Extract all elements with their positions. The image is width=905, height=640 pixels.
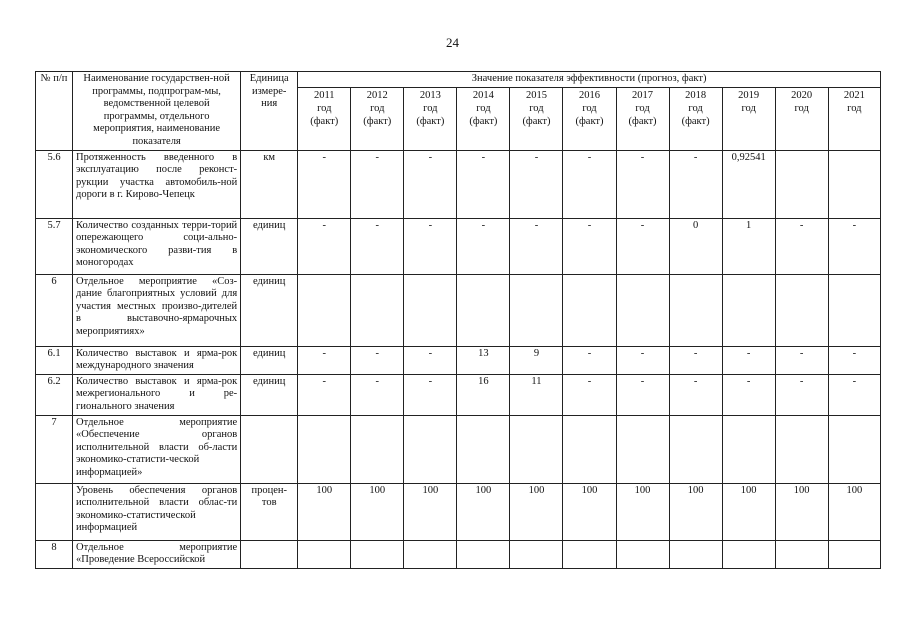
value-cell-2015 bbox=[510, 540, 563, 568]
value-cell-2013: - bbox=[404, 374, 457, 415]
value-cell-2014: 16 bbox=[457, 374, 510, 415]
row-unit: единиц bbox=[241, 274, 298, 346]
year-note: (факт) bbox=[575, 115, 604, 127]
header-unit: Единица измере-ния bbox=[241, 72, 298, 151]
value-cell-2019: - bbox=[722, 346, 775, 374]
value-cell-2015 bbox=[510, 274, 563, 346]
table-body bbox=[36, 150, 881, 568]
value-cell-2017 bbox=[616, 415, 669, 483]
header-year-2014 bbox=[457, 87, 510, 150]
value-cell-2019: 100 bbox=[722, 483, 775, 540]
value-cell-2014 bbox=[457, 415, 510, 483]
row-num bbox=[36, 483, 73, 540]
value-cell-2014: - bbox=[457, 150, 510, 218]
value-cell-2013 bbox=[404, 540, 457, 568]
value-cell-2014 bbox=[457, 540, 510, 568]
year-number: 2021 bbox=[843, 89, 865, 101]
header-year-2013 bbox=[404, 87, 457, 150]
value-cell-2014: 100 bbox=[457, 483, 510, 540]
value-cell-2012 bbox=[351, 540, 404, 568]
table-row bbox=[36, 274, 881, 346]
value-cell-2016 bbox=[563, 540, 616, 568]
row-unit: процен-тов bbox=[241, 483, 298, 540]
row-unit: км bbox=[241, 150, 298, 218]
value-cell-2018: - bbox=[669, 374, 722, 415]
header-row-top bbox=[36, 72, 881, 88]
row-name: Отдельное мероприятие «Обеспечение органов исполнительной власти об-ласти экономико-статисти-ческой информацией» bbox=[73, 415, 241, 483]
year-number: 2015 bbox=[525, 89, 547, 101]
value-cell-2012 bbox=[351, 274, 404, 346]
row-unit: единиц bbox=[241, 218, 298, 274]
value-cell-2021 bbox=[828, 274, 880, 346]
value-cell-2011 bbox=[298, 540, 351, 568]
header-year-2016 bbox=[563, 87, 616, 150]
value-cell-2020: - bbox=[775, 374, 828, 415]
value-cell-2011: - bbox=[298, 374, 351, 415]
value-cell-2012: - bbox=[351, 374, 404, 415]
value-cell-2017: - bbox=[616, 218, 669, 274]
header-year-2021 bbox=[828, 87, 880, 150]
row-num: 6 bbox=[36, 274, 73, 346]
value-cell-2011: - bbox=[298, 150, 351, 218]
value-cell-2015: 9 bbox=[510, 346, 563, 374]
year-number: 2020 bbox=[791, 89, 813, 101]
value-cell-2013 bbox=[404, 415, 457, 483]
table-row bbox=[36, 415, 881, 483]
row-num: 7 bbox=[36, 415, 73, 483]
value-cell-2015: - bbox=[510, 150, 563, 218]
value-cell-2020 bbox=[775, 540, 828, 568]
value-cell-2019: 0,92541 bbox=[722, 150, 775, 218]
value-cell-2017: 100 bbox=[616, 483, 669, 540]
row-name: Отдельное мероприятие «Соз-дание благоприятных условий для участия местных произво-дителей в выставочно-ярмарочных мероприятиях» bbox=[73, 274, 241, 346]
value-cell-2018: 0 bbox=[669, 218, 722, 274]
value-cell-2015: 11 bbox=[510, 374, 563, 415]
year-note: (факт) bbox=[681, 115, 710, 127]
row-num: 8 bbox=[36, 540, 73, 568]
year-number: 2017 bbox=[632, 89, 654, 101]
value-cell-2011: - bbox=[298, 346, 351, 374]
value-cell-2016 bbox=[563, 415, 616, 483]
value-cell-2013: - bbox=[404, 218, 457, 274]
value-cell-2016 bbox=[563, 274, 616, 346]
row-num: 6.2 bbox=[36, 374, 73, 415]
year-label: год bbox=[741, 102, 756, 114]
value-cell-2021 bbox=[828, 415, 880, 483]
value-cell-2013 bbox=[404, 274, 457, 346]
value-cell-2021: - bbox=[828, 218, 880, 274]
value-cell-2021: 100 bbox=[828, 483, 880, 540]
header-year-2018 bbox=[669, 87, 722, 150]
value-cell-2017: - bbox=[616, 150, 669, 218]
row-name: Количество выставок и ярма-рок межрегионального и ре-гионального значения bbox=[73, 374, 241, 415]
row-unit bbox=[241, 540, 298, 568]
table-row bbox=[36, 540, 881, 568]
value-cell-2020 bbox=[775, 415, 828, 483]
year-note: (факт) bbox=[522, 115, 551, 127]
value-cell-2019 bbox=[722, 415, 775, 483]
year-label: год bbox=[317, 102, 332, 114]
year-label: год bbox=[847, 102, 862, 114]
header-year-2012 bbox=[351, 87, 404, 150]
value-cell-2021 bbox=[828, 540, 880, 568]
value-cell-2016: - bbox=[563, 374, 616, 415]
value-cell-2011 bbox=[298, 415, 351, 483]
table-row bbox=[36, 346, 881, 374]
value-cell-2018 bbox=[669, 415, 722, 483]
year-number: 2019 bbox=[738, 89, 760, 101]
value-cell-2019: - bbox=[722, 374, 775, 415]
year-note: (факт) bbox=[469, 115, 498, 127]
value-cell-2013: - bbox=[404, 346, 457, 374]
value-cell-2021: - bbox=[828, 374, 880, 415]
value-cell-2011: 100 bbox=[298, 483, 351, 540]
value-cell-2013: 100 bbox=[404, 483, 457, 540]
row-name: Отдельное мероприятие «Проведение Всероссийской bbox=[73, 540, 241, 568]
year-number: 2014 bbox=[472, 89, 494, 101]
row-unit: единиц bbox=[241, 374, 298, 415]
value-cell-2018: - bbox=[669, 346, 722, 374]
value-cell-2020: 100 bbox=[775, 483, 828, 540]
value-cell-2017: - bbox=[616, 374, 669, 415]
year-label: год bbox=[476, 102, 491, 114]
value-cell-2019 bbox=[722, 540, 775, 568]
value-cell-2015: - bbox=[510, 218, 563, 274]
year-number: 2016 bbox=[578, 89, 600, 101]
value-cell-2018 bbox=[669, 540, 722, 568]
value-cell-2016: - bbox=[563, 218, 616, 274]
header-year-2015 bbox=[510, 87, 563, 150]
header-year-2020 bbox=[775, 87, 828, 150]
value-cell-2015 bbox=[510, 415, 563, 483]
value-cell-2012 bbox=[351, 415, 404, 483]
value-cell-2020 bbox=[775, 274, 828, 346]
value-cell-2021 bbox=[828, 150, 880, 218]
header-name: Наименование государствен-ной программы, подпрограм-мы, ведомственной целевой программы, отдельного мероприятия, наименование показателя bbox=[73, 72, 241, 151]
table-row bbox=[36, 150, 881, 218]
value-cell-2020 bbox=[775, 150, 828, 218]
year-label: год bbox=[582, 102, 597, 114]
value-cell-2016: 100 bbox=[563, 483, 616, 540]
row-num: 5.6 bbox=[36, 150, 73, 218]
year-label: год bbox=[688, 102, 703, 114]
value-cell-2021: - bbox=[828, 346, 880, 374]
year-label: год bbox=[370, 102, 385, 114]
row-name: Уровень обеспечения органов исполнительной власти облас-ти экономико-статистической информацией bbox=[73, 483, 241, 540]
value-cell-2018: 100 bbox=[669, 483, 722, 540]
value-cell-2019 bbox=[722, 274, 775, 346]
table-row bbox=[36, 218, 881, 274]
year-label: год bbox=[529, 102, 544, 114]
year-number: 2018 bbox=[685, 89, 707, 101]
value-cell-2016: - bbox=[563, 346, 616, 374]
row-name: Протяженность введенного в эксплуатацию после реконст-рукции участка автомобиль-ной дороги в г. Кирово-Чепецк bbox=[73, 150, 241, 218]
value-cell-2014 bbox=[457, 274, 510, 346]
header-value-group: Значение показателя эффективности (прогноз, факт) bbox=[298, 72, 881, 88]
value-cell-2011: - bbox=[298, 218, 351, 274]
header-year-2019 bbox=[722, 87, 775, 150]
value-cell-2012: - bbox=[351, 346, 404, 374]
row-unit: единиц bbox=[241, 346, 298, 374]
value-cell-2014: - bbox=[457, 218, 510, 274]
row-num: 6.1 bbox=[36, 346, 73, 374]
row-name: Количество выставок и ярма-рок международного значения bbox=[73, 346, 241, 374]
value-cell-2012: - bbox=[351, 218, 404, 274]
value-cell-2017 bbox=[616, 274, 669, 346]
row-unit bbox=[241, 415, 298, 483]
value-cell-2020: - bbox=[775, 218, 828, 274]
year-note: (факт) bbox=[628, 115, 657, 127]
year-label: год bbox=[423, 102, 438, 114]
indicators-table bbox=[35, 71, 881, 569]
table-row bbox=[36, 483, 881, 540]
value-cell-2017 bbox=[616, 540, 669, 568]
value-cell-2018 bbox=[669, 274, 722, 346]
table-row bbox=[36, 374, 881, 415]
header-year-2011 bbox=[298, 87, 351, 150]
page-number: 24 bbox=[446, 35, 459, 50]
value-cell-2011 bbox=[298, 274, 351, 346]
value-cell-2015: 100 bbox=[510, 483, 563, 540]
year-note: (факт) bbox=[310, 115, 339, 127]
row-name: Количество созданных терри-торий опережающего соци-ально-экономического разви-тия в моногородах bbox=[73, 218, 241, 274]
value-cell-2012: 100 bbox=[351, 483, 404, 540]
header-year-2017 bbox=[616, 87, 669, 150]
year-note: (факт) bbox=[363, 115, 392, 127]
value-cell-2019: 1 bbox=[722, 218, 775, 274]
year-number: 2013 bbox=[419, 89, 441, 101]
value-cell-2013: - bbox=[404, 150, 457, 218]
year-number: 2011 bbox=[313, 89, 335, 101]
year-label: год bbox=[635, 102, 650, 114]
year-number: 2012 bbox=[366, 89, 388, 101]
value-cell-2020: - bbox=[775, 346, 828, 374]
year-label: год bbox=[794, 102, 809, 114]
value-cell-2017: - bbox=[616, 346, 669, 374]
row-num: 5.7 bbox=[36, 218, 73, 274]
year-note: (факт) bbox=[416, 115, 445, 127]
value-cell-2018: - bbox=[669, 150, 722, 218]
value-cell-2016: - bbox=[563, 150, 616, 218]
value-cell-2014: 13 bbox=[457, 346, 510, 374]
value-cell-2012: - bbox=[351, 150, 404, 218]
header-num: № п/п bbox=[36, 72, 73, 151]
